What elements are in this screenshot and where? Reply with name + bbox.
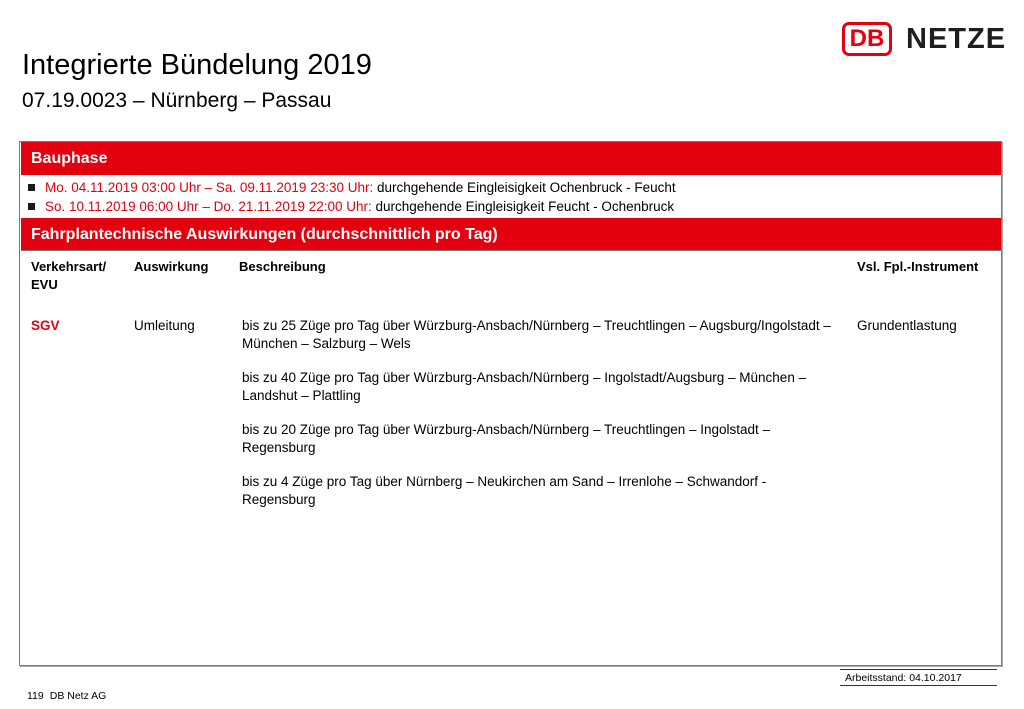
beschreibung-paragraph: bis zu 40 Züge pro Tag über Würzburg-Ansbach/Nürnberg – Ingolstadt/Augsburg – München – Landshut – Plattling: [242, 370, 807, 403]
bullet-square-icon: [28, 184, 35, 191]
page-title: Integrierte Bündelung 2019: [22, 49, 372, 81]
page-number: 119: [27, 690, 44, 702]
bauphase-header: Bauphase: [21, 142, 1001, 175]
footer: [27, 690, 112, 702]
db-netze-logo: [842, 20, 1006, 58]
beschreibung-paragraph: bis zu 25 Züge pro Tag über Würzburg-Ansbach/Nürnberg – Treuchtlingen – Augsburg/Ingolstadt – München – Salzburg – Wels: [242, 318, 831, 351]
column-header-auswirkung: Auswirkung: [134, 259, 209, 274]
divider: [21, 250, 1001, 251]
arbeitsstand: Arbeitsstand: 04.10.2017: [845, 672, 962, 684]
beschreibung-paragraph: bis zu 20 Züge pro Tag über Würzburg-Ansbach/Nürnberg – Treuchtlingen – Ingolstadt – Regensburg: [242, 422, 771, 455]
db-logo-mark: DB: [842, 22, 892, 56]
bauphase-period: Mo. 04.11.2019 03:00 Uhr – Sa. 09.11.2019 23:30 Uhr:: [45, 180, 374, 195]
bauphase-period: So. 10.11.2019 06:00 Uhr – Do. 21.11.2019 22:00 Uhr:: [45, 199, 372, 214]
netze-wordmark: NETZE: [906, 22, 1007, 55]
bullet-square-icon: [28, 203, 35, 210]
bauphase-description: durchgehende Eingleisigkeit Feucht - Ochenbruck: [371, 199, 675, 214]
bauphase-description: durchgehende Eingleisigkeit Ochenbruck - Feucht: [373, 180, 676, 195]
beschreibung-paragraph: bis zu 4 Züge pro Tag über Nürnberg – Neukirchen am Sand – Irrenlohe – Schwandorf - Regensburg: [242, 474, 767, 507]
company-name: DB Netz AG: [49, 690, 107, 702]
arbeitsstand-line-bottom: [840, 685, 997, 686]
page-subtitle: 07.19.0023 – Nürnberg – Passau: [22, 89, 332, 112]
cell-verkehrsart: SGV: [31, 318, 60, 333]
cell-auswirkung: Umleitung: [134, 318, 195, 333]
column-header-verkehrsart-line2: EVU: [31, 277, 58, 292]
cell-instrument: Grundentlastung: [857, 318, 957, 333]
arbeitsstand-line-top: [840, 669, 997, 670]
column-header-beschreibung: Beschreibung: [239, 259, 326, 274]
bauphase-item: [28, 178, 676, 197]
bauphase-list: [28, 178, 676, 216]
column-header-verkehrsart: [31, 258, 106, 294]
auswirkungen-header: Fahrplantechnische Auswirkungen (durchschnittlich pro Tag): [21, 218, 1001, 251]
cell-beschreibung: [242, 317, 842, 525]
bauphase-item: [28, 197, 676, 216]
column-header-verkehrsart-line1: Verkehrsart/: [31, 259, 107, 274]
column-header-instrument: Vsl. Fpl.-Instrument: [857, 259, 979, 274]
